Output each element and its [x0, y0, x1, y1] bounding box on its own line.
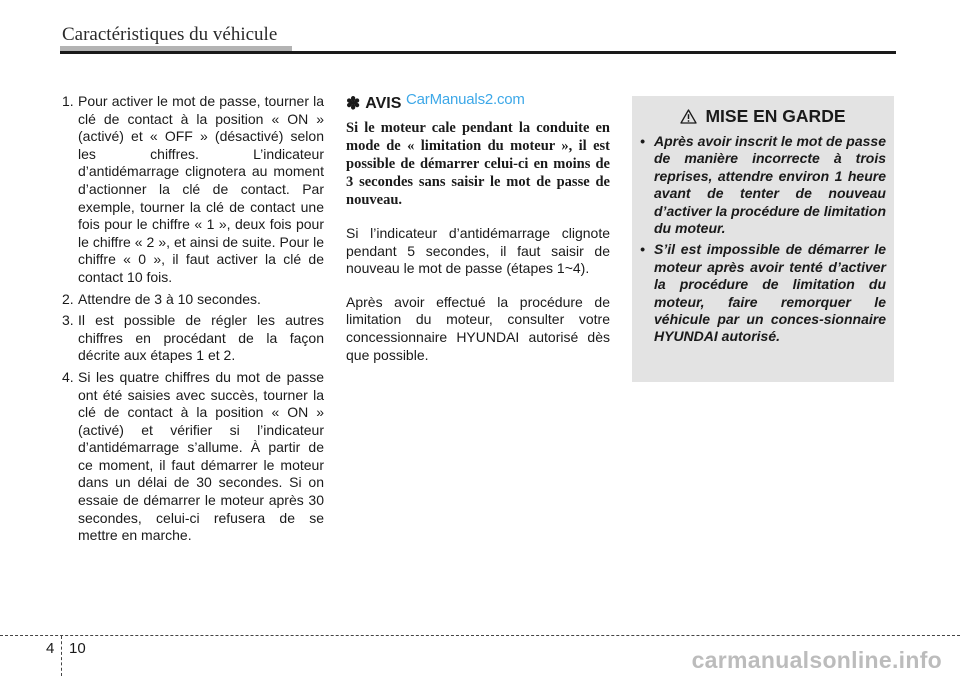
- avis-heading: [346, 93, 610, 115]
- footer-rule: [0, 635, 960, 636]
- caution-heading: [640, 106, 886, 127]
- caution-box: [632, 96, 894, 382]
- caution-list: [640, 133, 886, 346]
- list-item: 1. Pour activer le mot de passe, tourner la clé de contact à la position « ON » (activé) et « OFF » (désactivé) selon les chiffres. L’indicateur d’antidémarrage clignotera au moment d’actionner la clé de contact. Par exemple, tourner la clé de contact une fois pour le chiffre « 1 », deux fois pour le chiffre « 2 », et ainsi de suite. Pour le chiffre « 0 », il faut activer la clé de contact 10 fois.: [62, 93, 324, 285]
- list-item: • Après avoir inscrit le mot de passe de manière incorrecte à trois reprises, attendre environ 1 heure avant de tenter de nouveau d’activer la procédure de limitation du moteur.: [640, 133, 886, 237]
- header-rule: [60, 51, 896, 54]
- avis-column: [346, 93, 610, 380]
- list-item: 2. Attendre de 3 à 10 secondes.: [62, 290, 261, 307]
- page-header-title: Caractéristiques du véhicule: [62, 24, 278, 45]
- warning-triangle-icon: [680, 109, 697, 124]
- avis-bold-text: Si le moteur cale pendant la conduite en mode de « limitation du moteur », il est possible de démarrer celui-ci en moins de 3 secondes sans saisir le mot de passe de nouveau.: [346, 120, 610, 208]
- avis-paragraph-1: Si l’indicateur d’antidémarrage clignote pendant 5 secondes, il faut saisir de nouveau le mot de passe (étapes 1~4).: [346, 225, 610, 277]
- page-number: 10: [69, 640, 86, 657]
- steps-list: [62, 93, 324, 545]
- caution-title: MISE EN GARDE: [705, 106, 846, 126]
- footer-divider: [61, 636, 62, 676]
- list-item: 4. Si les quatre chiffres du mot de passe ont été saisies avec succès, tourner la clé de contact à la position « ON » (activé) et vérifier si l’indicateur d’antidémarrage s’allume. À partir de ce moment, il faut démarrer le moteur dans un délai de 30 secondes. Si on essaie de démarrer le moteur après 30 secondes, celui-ci refusera de se mettre en marche.: [62, 368, 324, 544]
- avis-paragraph-2: Après avoir effectué la procédure de limitation du moteur, consulter votre concessionnaire HYUNDAI autorisé dès que possible.: [346, 293, 610, 363]
- avis-title: AVIS: [365, 95, 402, 113]
- watermark-top: CarManuals2.com: [406, 91, 525, 108]
- steps-column: [62, 93, 324, 549]
- list-item: 3. Il est possible de régler les autres chiffres en procédant de la façon décrite aux étapes 1 et 2.: [62, 312, 324, 364]
- asterisk-icon: ✽: [346, 94, 361, 114]
- chapter-number: 4: [46, 640, 55, 657]
- watermark-bottom: carmanualsonline.info: [691, 647, 942, 673]
- list-item: • S’il est impossible de démarrer le moteur après avoir tenté d’activer la procédure de limitation du moteur, faire remorquer le véhicule par un conces-sionnaire HYUNDAI autorisé.: [640, 241, 886, 345]
